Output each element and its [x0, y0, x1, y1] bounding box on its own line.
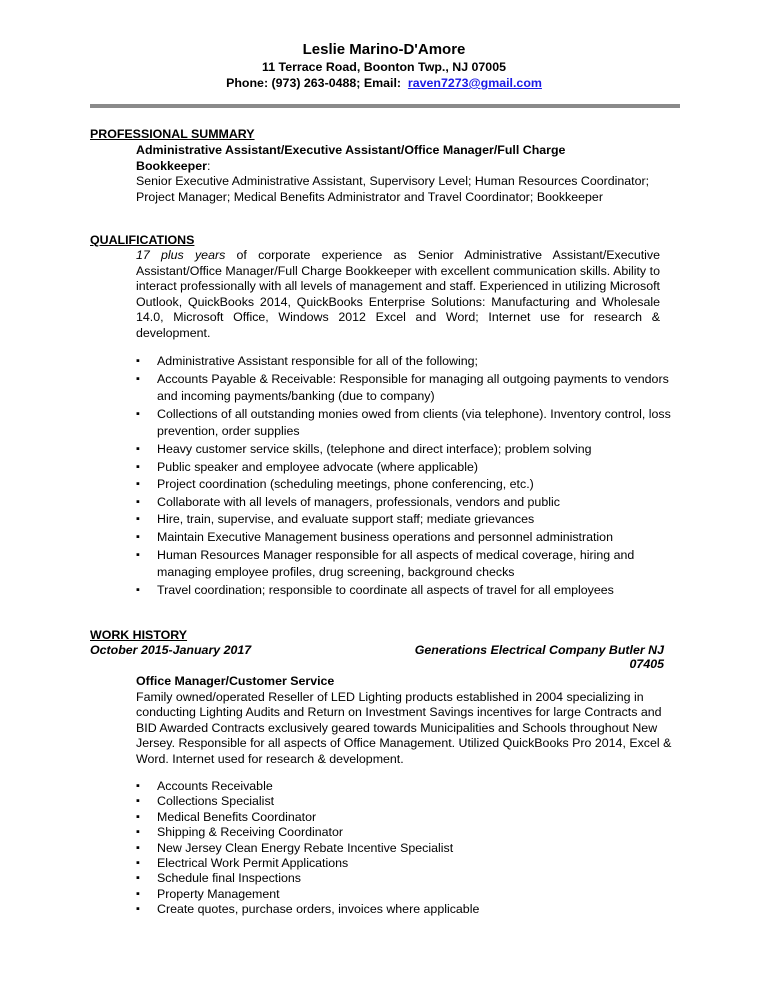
list-item: ▪ Administrative Assistant responsible for all of the following; — [136, 353, 672, 371]
employer-zip: 07405 — [629, 657, 664, 671]
job-dates: October 2015-January 2017 — [90, 643, 252, 657]
qualifications-intro-text: of corporate experience as Senior Administrative Assistant/Executive Assistant/Office Manager/Full Charge Bookkeeper with excellent communication skills. Ability to interact professionally with all levels of management and staff. Experienced in utilizing Microsoft Outlook, QuickBooks 2014, QuickBooks Enterprise Solutions: Manufacturing and Wholesale 14.0, Microsoft Office, Windows 2012 Excel and Word; Internet use for research & development. — [136, 248, 660, 340]
qualifications-intro — [136, 248, 660, 341]
list-item: ▪ Human Resources Manager responsible for all aspects of medical coverage, hiring and managing employee profiles, drug screening, background checks — [136, 547, 672, 582]
list-item: ▪ Medical Benefits Coordinator — [136, 810, 672, 825]
list-item: ▪ Heavy customer service skills, (telephone and direct interface); problem solving — [136, 441, 672, 459]
employer-block — [415, 643, 664, 671]
list-item: ▪ Public speaker and employee advocate (where applicable) — [136, 459, 672, 477]
contact-line — [0, 76, 768, 90]
summary-body — [136, 143, 660, 205]
qualifications-heading: QUALIFICATIONS — [90, 233, 195, 247]
qualifications-list — [136, 353, 672, 599]
list-item: ▪ Electrical Work Permit Applications — [136, 856, 672, 871]
list-item: ▪ Maintain Executive Management business operations and personnel administration — [136, 529, 672, 547]
list-item: ▪ Collections Specialist — [136, 794, 672, 809]
summary-headline-2: Bookkeeper — [136, 158, 207, 173]
applicant-name: Leslie Marino-D'Amore — [302, 41, 466, 58]
list-item: ▪ Accounts Payable & Receivable: Responsible for managing all outgoing payments to vendors and incoming payments/banking (due to company) — [136, 371, 672, 406]
address: 11 Terrace Road, Boonton Twp., NJ 07005 — [262, 60, 506, 74]
job-header-row — [90, 643, 664, 677]
job-description: Family owned/operated Reseller of LED Lighting products established in 2004 specializing in conducting Lighting Audits and Return on Investment Savings incentives for large Contracts and BID Awarded Contracts exclusively geared towards Municipalities and Schools throughout New Jersey. Responsible for all aspects of Office Management. Utilized QuickBooks Pro 2014, Excel & Word. Internet used for research & development. — [136, 689, 672, 766]
header-divider — [90, 104, 680, 108]
job-title: Office Manager/Customer Service — [136, 674, 335, 688]
email-link[interactable]: raven7273@gmail.com — [407, 76, 542, 90]
summary-roles-2: Project Manager; Medical Benefits Administrator and Travel Coordinator; Bookkeeper — [136, 189, 603, 204]
summary-roles-1: Senior Executive Administrative Assistant, Supervisory Level; Human Resources Coordinator; — [136, 174, 650, 188]
summary-headline-2-row — [136, 159, 660, 175]
summary-headline-1: Administrative Assistant/Executive Assistant/Office Manager/Full Charge — [136, 143, 566, 157]
list-item: ▪ Shipping & Receiving Coordinator — [136, 825, 672, 840]
phone-label: Phone: — [226, 76, 269, 90]
list-item: ▪ New Jersey Clean Energy Rebate Incentive Specialist — [136, 841, 672, 856]
work-history-heading: WORK HISTORY — [90, 628, 188, 642]
employer-name: Generations Electrical Company Butler NJ — [414, 643, 664, 657]
email-label: Email: — [363, 76, 402, 90]
list-item: ▪ Collaborate with all levels of managers, professionals, vendors and public — [136, 494, 672, 512]
list-item: ▪ Accounts Receivable — [136, 779, 672, 794]
qualifications-intro-em: 17 plus years — [136, 248, 226, 262]
list-item: ▪ Create quotes, purchase orders, invoices where applicable — [136, 902, 672, 917]
list-item: ▪ Travel coordination; responsible to coordinate all aspects of travel for all employees — [136, 582, 672, 600]
list-item: ▪ Collections of all outstanding monies owed from clients (via telephone). Inventory control, loss prevention, order supplies — [136, 406, 672, 441]
job-details — [136, 674, 672, 767]
summary-headline-colon: : — [206, 158, 211, 173]
list-item: ▪ Property Management — [136, 887, 672, 902]
phone-number: (973) 263-0488; — [271, 76, 361, 90]
summary-heading: PROFESSIONAL SUMMARY — [90, 127, 255, 141]
job-duties-list — [136, 779, 672, 918]
list-item: ▪ Schedule final Inspections — [136, 871, 672, 886]
list-item: ▪ Hire, train, supervise, and evaluate support staff; mediate grievances — [136, 511, 672, 529]
list-item: ▪ Project coordination (scheduling meetings, phone conferencing, etc.) — [136, 476, 672, 494]
